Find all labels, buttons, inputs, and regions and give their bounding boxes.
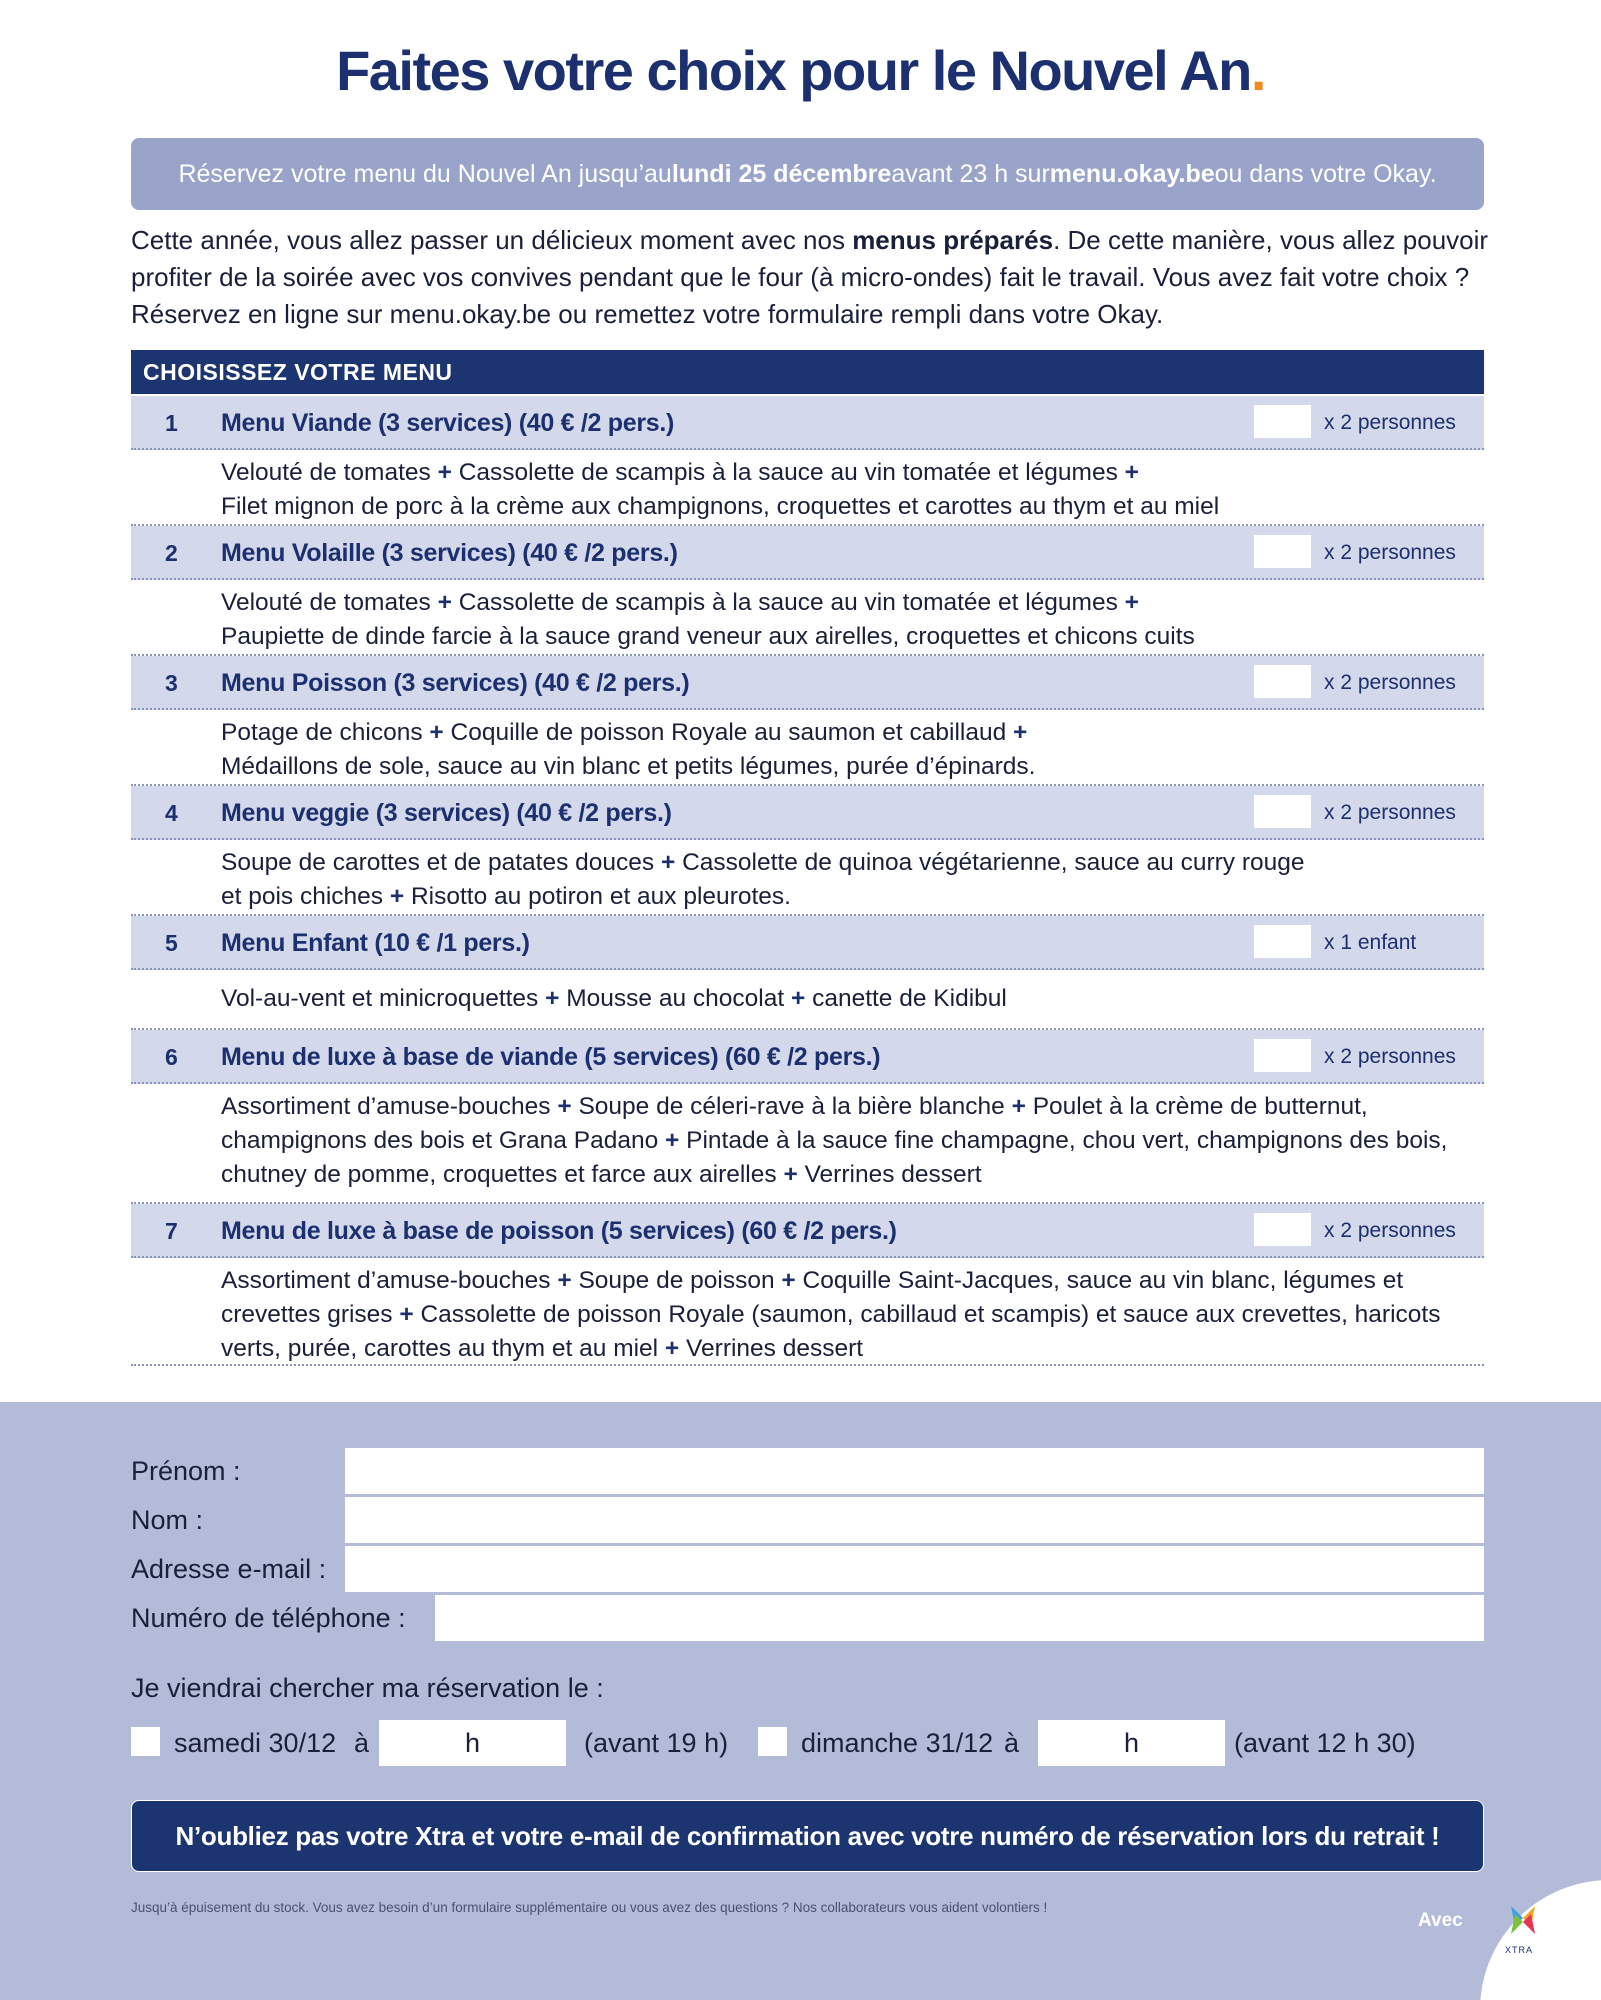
menu-dish: Soupe de poisson	[578, 1267, 775, 1294]
menu-quantity-input[interactable]	[1254, 665, 1311, 698]
menu-description-line	[221, 846, 1464, 880]
nom-row	[131, 1497, 1484, 1543]
menu-description-line	[221, 1158, 1464, 1192]
prenom-input[interactable]	[345, 1448, 1484, 1494]
menu-row-7	[131, 1204, 1484, 1258]
plus-icon: +	[430, 459, 459, 486]
sunday-checkbox[interactable]	[758, 1727, 787, 1756]
menu-dish: Assortiment d’amuse-bouches	[221, 1093, 551, 1120]
nom-input[interactable]	[345, 1497, 1484, 1543]
email-input[interactable]	[345, 1546, 1484, 1592]
plus-icon: +	[430, 589, 459, 616]
menu-description-line	[221, 750, 1464, 784]
plus-icon: +	[776, 1161, 805, 1188]
plus-icon: +	[774, 1267, 803, 1294]
footnote: Jusqu’à épuisement du stock. Vous avez besoin d’un formulaire supplémentaire ou vous avez des questions ? Nos collaborateurs vous aident volontiers !	[131, 1900, 1048, 1915]
saturday-note: (avant 19 h)	[584, 1728, 729, 1758]
menu-row-2	[131, 526, 1484, 580]
menu-title: Menu de luxe à base de viande (5 services) (60 € /2 pers.)	[221, 1043, 881, 1071]
xtra-logo-icon	[1503, 1900, 1543, 1940]
menu-quantity-input[interactable]	[1254, 535, 1311, 568]
menu-dish: Soupe de carottes et de patates douces	[221, 849, 655, 876]
menu-quantity-label: x 2 personnes	[1324, 801, 1456, 824]
menu-row-4	[131, 786, 1484, 840]
menu-dish: Pintade à la sauce fine champagne, chou vert, champignons des bois,	[686, 1127, 1448, 1154]
plus-icon: +	[550, 1267, 579, 1294]
menu-description	[131, 450, 1484, 526]
menu-description-line	[221, 1298, 1464, 1332]
plus-icon: +	[422, 719, 451, 746]
menu-dish: Cassolette de poisson Royale (saumon, cabillaud et scampis) et sauce aux crevettes, haricots	[420, 1301, 1441, 1328]
phone-row	[131, 1595, 1484, 1641]
menu-dish: crevettes grises	[221, 1301, 393, 1328]
nom-label: Nom :	[131, 1505, 204, 1535]
menu-description-line	[221, 716, 1464, 750]
menu-number: 4	[165, 800, 178, 826]
menu-dish: et pois chiches	[221, 883, 384, 910]
menu-quantity-label: x 2 personnes	[1324, 541, 1456, 564]
menu-number: 5	[165, 930, 178, 956]
plus-icon: +	[658, 1127, 687, 1154]
menu-section-header: CHOISISSEZ VOTRE MENU	[131, 350, 1484, 394]
phone-input[interactable]	[435, 1595, 1484, 1641]
menu-title: Menu Volaille (3 services) (40 € /2 pers.)	[221, 539, 678, 567]
menu-dish: Risotto au potiron et aux pleurotes.	[410, 883, 791, 910]
menu-dish: Verrines dessert	[804, 1161, 982, 1188]
menu-description-line	[221, 586, 1464, 620]
plus-icon: +	[538, 985, 567, 1012]
menu-description-line	[221, 1264, 1464, 1298]
reminder-banner: N’oubliez pas votre Xtra et votre e-mail de confirmation avec votre numéro de réservation lors du retrait !	[131, 1800, 1484, 1872]
menu-dish: champignons des bois et Grana Padano	[221, 1127, 659, 1154]
menu-description	[131, 580, 1484, 656]
sunday-label: dimanche 31/12	[801, 1728, 994, 1758]
menu-dish: chutney de pomme, croquettes et farce aux airelles	[221, 1161, 777, 1188]
menu-row-1	[131, 396, 1484, 450]
menu-dish: Cassolette de scampis à la sauce au vin tomatée et légumes	[458, 589, 1118, 616]
menu-quantity-label: x 2 personnes	[1324, 1045, 1456, 1068]
xtra-avec-label: Avec	[1418, 1910, 1463, 1931]
menu-quantity-input[interactable]	[1254, 795, 1311, 828]
menu-quantity-input[interactable]	[1254, 1039, 1311, 1072]
menu-quantity-label: x 1 enfant	[1324, 931, 1417, 954]
menu-number: 2	[165, 540, 178, 566]
menu-row-3	[131, 656, 1484, 710]
menu-description-line	[221, 490, 1464, 524]
menu-list	[131, 396, 1484, 1366]
sunday-note: (avant 12 h 30)	[1234, 1728, 1416, 1758]
saturday-label: samedi 30/12	[174, 1728, 337, 1758]
menu-dish: Cassolette de scampis à la sauce au vin tomatée et légumes	[458, 459, 1118, 486]
plus-icon: +	[1004, 1093, 1033, 1120]
menu-number: 6	[165, 1044, 178, 1070]
menu-title: Menu veggie (3 services) (40 € /2 pers.)	[221, 799, 672, 827]
plus-icon: +	[784, 985, 813, 1012]
plus-icon: +	[550, 1093, 579, 1120]
menu-description-line	[221, 1124, 1464, 1158]
menu-dish: Filet mignon de porc à la crème aux champignons, croquettes et carottes au thym et au miel	[221, 493, 1220, 520]
menu-dish: Cassolette de quinoa végétarienne, sauce au curry rouge	[682, 849, 1305, 876]
xtra-label: XTRA	[1505, 1945, 1534, 1955]
plus-icon: +	[1117, 459, 1139, 486]
saturday-hour-input[interactable]: h	[379, 1720, 566, 1766]
email-label: Adresse e-mail :	[131, 1554, 327, 1584]
reservation-banner: Réservez votre menu du Nouvel An jusqu’au lundi 25 décembre avant 23 h sur menu.okay.be ou dans votre Okay.	[131, 138, 1484, 210]
menu-description-line	[221, 1332, 1464, 1366]
menu-description	[131, 970, 1484, 1030]
menu-description-line	[221, 1090, 1464, 1124]
plus-icon: +	[658, 1335, 687, 1362]
menu-quantity-input[interactable]	[1254, 925, 1311, 958]
menu-dish: Médaillons de sole, sauce au vin blanc et petits légumes, purée d’épinards.	[221, 753, 1036, 780]
menu-description	[131, 1084, 1484, 1204]
prenom-label: Prénom :	[131, 1456, 241, 1486]
plus-icon: +	[654, 849, 683, 876]
prenom-row	[131, 1448, 1484, 1494]
menu-dish: Mousse au chocolat	[566, 985, 785, 1012]
pickup-title: Je viendrai chercher ma réservation le :	[131, 1673, 604, 1703]
menu-dish: Potage de chicons	[221, 719, 423, 746]
menu-dish: Verrines dessert	[686, 1335, 864, 1362]
menu-dish: Poulet à la crème de butternut,	[1032, 1093, 1368, 1120]
saturday-at: à	[354, 1728, 370, 1758]
phone-label: Numéro de téléphone :	[131, 1603, 406, 1633]
menu-dish: Paupiette de dinde farcie à la sauce grand veneur aux airelles, croquettes et chicons cuits	[221, 623, 1195, 650]
menu-dish: Assortiment d’amuse-bouches	[221, 1267, 551, 1294]
menu-title: Menu Poisson (3 services) (40 € /2 pers.)	[221, 669, 690, 697]
menu-dish: Coquille de poisson Royale au saumon et cabillaud	[450, 719, 1007, 746]
sunday-hour-input[interactable]: h	[1038, 1720, 1225, 1766]
email-row	[131, 1546, 1484, 1592]
plus-icon: +	[383, 883, 411, 910]
menu-quantity-label: x 2 personnes	[1324, 411, 1456, 434]
menu-dish: Velouté de tomates	[221, 589, 431, 616]
menu-row-6	[131, 1030, 1484, 1084]
menu-description	[131, 840, 1484, 916]
page-title: Faites votre choix pour le Nouvel An.	[336, 39, 1265, 102]
menu-quantity-label: x 2 personnes	[1324, 1219, 1456, 1242]
menu-description-line	[221, 620, 1464, 654]
menu-description-line	[221, 880, 1464, 914]
menu-row-5	[131, 916, 1484, 970]
menu-dish: Vol-au-vent et minicroquettes	[221, 985, 539, 1012]
menu-title: Menu de luxe à base de poisson (5 services) (60 € /2 pers.)	[221, 1217, 897, 1245]
menu-description-line	[221, 982, 1464, 1016]
menu-description	[131, 710, 1484, 786]
menu-number: 3	[165, 670, 178, 696]
menu-quantity-input[interactable]	[1254, 1213, 1311, 1246]
menu-title: Menu Enfant (10 € /1 pers.)	[221, 929, 530, 957]
menu-quantity-label: x 2 personnes	[1324, 671, 1456, 694]
menu-description-line	[221, 456, 1464, 490]
menu-dish: verts, purée, carottes au thym et au miel	[221, 1335, 659, 1362]
plus-icon: +	[1117, 589, 1139, 616]
menu-dish: Coquille Saint-Jacques, sauce au vin blanc, légumes et	[802, 1267, 1404, 1294]
menu-number: 1	[165, 410, 178, 436]
menu-dish: Soupe de céleri-rave à la bière blanche	[578, 1093, 1005, 1120]
plus-icon: +	[1006, 719, 1028, 746]
intro-paragraph: Cette année, vous allez passer un délicieux moment avec nos menus préparés. De cette manière, vous allez pouvoir profiter de la soirée avec vos convives pendant que le four (à micro-ondes) fait le travail. Vous avez fait votre choix ? Réservez en ligne sur menu.okay.be ou remettez votre formulaire rempli dans votre Okay.	[131, 225, 1489, 329]
menu-number: 7	[165, 1218, 178, 1244]
pickup-options	[131, 1720, 1484, 1766]
menu-description	[131, 1258, 1484, 1366]
menu-dish: Velouté de tomates	[221, 459, 431, 486]
saturday-checkbox[interactable]	[131, 1727, 160, 1756]
sunday-at: à	[1004, 1728, 1020, 1758]
menu-dish: canette de Kidibul	[812, 985, 1007, 1012]
menu-title: Menu Viande (3 services) (40 € /2 pers.)	[221, 409, 675, 437]
plus-icon: +	[392, 1301, 421, 1328]
menu-quantity-input[interactable]	[1254, 405, 1311, 438]
